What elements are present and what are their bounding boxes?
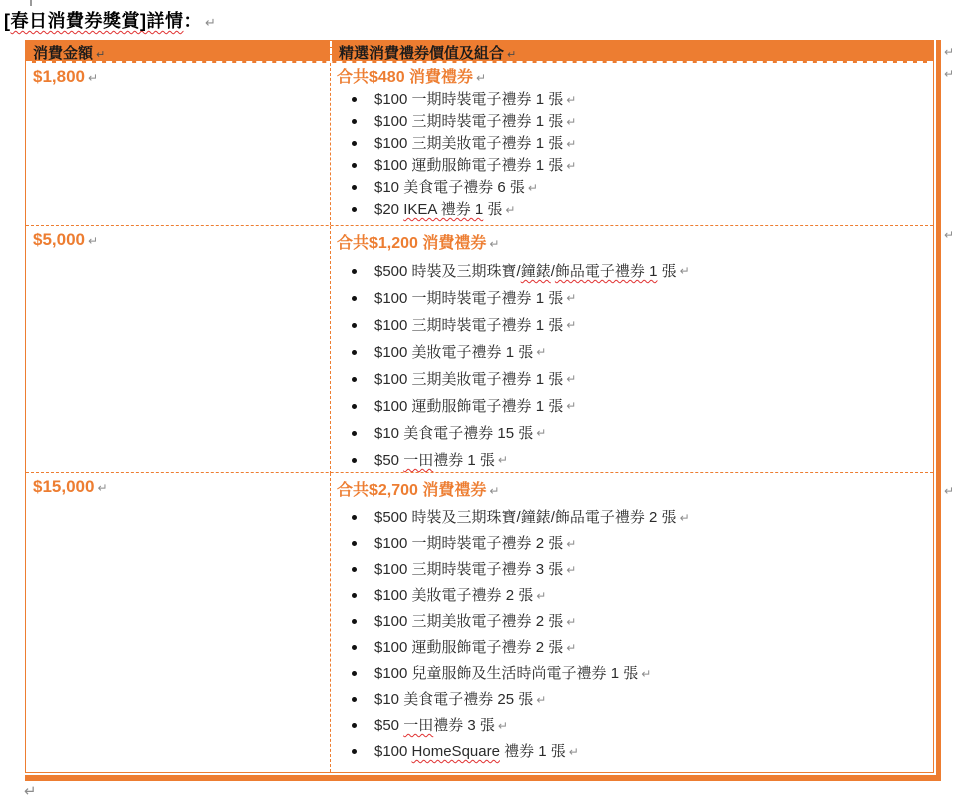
text-segment: $100 一期時裝電子禮券 1 張	[374, 290, 564, 307]
text-segment: $100	[374, 743, 412, 760]
item-text	[374, 393, 563, 420]
item-text	[374, 687, 533, 713]
bullet-icon	[337, 285, 374, 301]
text-segment: $500 時裝及三期珠寶/	[374, 263, 521, 280]
item-text	[374, 133, 563, 155]
bullet-icon	[337, 312, 374, 328]
return-mark-icon: ↵	[944, 484, 955, 498]
return-mark-icon: ↵	[536, 345, 547, 359]
return-mark-icon: ↵	[944, 45, 955, 59]
return-mark-icon: ↵	[566, 137, 577, 151]
combo-cell	[330, 226, 933, 474]
bullet-dot	[352, 163, 357, 168]
bullet-icon	[337, 739, 374, 754]
table-inner	[25, 40, 934, 773]
bullet-dot	[352, 404, 357, 409]
return-mark-icon: ↵	[97, 481, 108, 495]
item-text	[374, 447, 495, 474]
text-segment: $100 運動服飾電子禮券 1 張	[374, 398, 564, 415]
list-item	[337, 285, 933, 312]
misspelled-text: 飾品電子禮券 1	[554, 263, 658, 280]
list-item	[337, 661, 933, 687]
bullet-icon	[337, 447, 374, 463]
return-mark-icon: ↵	[566, 615, 577, 629]
bullet-dot	[352, 207, 357, 212]
list-item	[337, 420, 933, 447]
return-mark-icon: ↵	[96, 48, 106, 61]
bullet-dot	[352, 119, 357, 124]
list-item	[337, 89, 933, 111]
amount-text	[33, 230, 330, 250]
bullet-dot	[352, 515, 357, 520]
column-header-label: 精選消費禮券價值及組合	[339, 45, 505, 61]
bullet-icon	[337, 583, 374, 598]
return-mark-icon: ↵	[944, 228, 955, 242]
text-segment: $5,000	[33, 230, 85, 249]
item-text	[374, 635, 563, 661]
subtotal-text	[337, 67, 933, 89]
amount-cell	[26, 473, 330, 772]
text-segment: $100 美妝電子禮券 2 張	[374, 587, 534, 604]
list-item	[337, 133, 933, 155]
list-item	[337, 177, 933, 199]
text-segment: $100 運動服飾電子禮券 1 張	[374, 157, 564, 174]
text-segment: $100 美妝電子禮券 1 張	[374, 344, 534, 361]
partial-return-mark-icon	[30, 0, 32, 6]
item-text	[374, 713, 495, 739]
list-item	[337, 531, 933, 557]
misspelled-text: 一田	[403, 717, 434, 734]
column-header-label: 消費金額	[33, 45, 94, 61]
return-mark-icon: ↵	[566, 291, 577, 305]
bullet-icon	[337, 339, 374, 355]
combo-cell	[330, 63, 933, 225]
text-segment: 合共$480 消費禮券	[337, 69, 474, 86]
bullet-dot	[352, 723, 357, 728]
item-text	[374, 258, 677, 285]
return-mark-icon: ↵	[497, 719, 508, 733]
item-text	[374, 531, 563, 557]
bullet-dot	[352, 350, 357, 355]
list-item	[337, 739, 933, 765]
return-mark-icon: ↵	[566, 399, 577, 413]
table-row	[26, 473, 933, 772]
text-segment: $20	[374, 201, 404, 218]
return-mark-icon: ↵	[88, 71, 99, 85]
list-item	[337, 155, 933, 177]
bullet-icon	[337, 89, 374, 102]
text-segment: ：	[183, 11, 202, 31]
bullet-dot	[352, 593, 357, 598]
bullet-icon	[337, 609, 374, 624]
list-item	[337, 366, 933, 393]
return-mark-icon: ↵	[88, 234, 99, 248]
list-item	[337, 258, 933, 285]
misspelled-text: 春日消費券獎賞]詳情	[10, 11, 184, 31]
column-header-vouchers	[330, 41, 933, 61]
misspelled-text: 一田	[403, 452, 434, 469]
bullet-icon	[337, 177, 374, 190]
item-text	[374, 89, 563, 111]
item-text	[374, 661, 638, 687]
list-item	[337, 447, 933, 474]
text-segment: 張	[657, 263, 677, 280]
text-segment: 合共$2,700 消費禮券	[337, 482, 487, 499]
item-text	[374, 583, 533, 609]
bullet-list	[337, 89, 933, 221]
text-segment: /	[550, 263, 555, 280]
amount-text	[33, 67, 330, 87]
bullet-icon	[337, 420, 374, 436]
return-mark-icon: ↵	[568, 745, 579, 759]
item-text	[374, 505, 677, 531]
table-row	[26, 63, 933, 226]
list-item	[337, 609, 933, 635]
list-item	[337, 339, 933, 366]
return-mark-icon: ↵	[566, 641, 577, 655]
return-mark-icon: ↵	[505, 203, 516, 217]
text-segment: $10 美食電子禮券 15 張	[374, 425, 534, 442]
list-item	[337, 111, 933, 133]
rewards-table	[25, 40, 941, 781]
text-segment: 張	[483, 201, 503, 218]
bullet-dot	[352, 749, 357, 754]
item-text	[374, 739, 566, 765]
return-mark-icon: ↵	[497, 453, 508, 467]
return-mark-icon: ↵	[536, 589, 547, 603]
bullet-icon	[337, 713, 374, 728]
list-item	[337, 557, 933, 583]
text-segment: 合共$1,200 消費禮券	[337, 235, 487, 252]
list-item	[337, 199, 933, 221]
item-text	[374, 177, 525, 199]
list-item	[337, 312, 933, 339]
item-text	[374, 312, 563, 339]
misspelled-text: 鐘錶	[520, 263, 551, 280]
text-segment: $15,000	[33, 477, 95, 496]
item-text	[374, 339, 533, 366]
return-mark-icon: ↵	[489, 237, 500, 251]
text-segment: $100 運動服飾電子禮券 2 張	[374, 639, 564, 656]
bullet-dot	[352, 141, 357, 146]
list-item	[337, 583, 933, 609]
item-text	[374, 199, 502, 221]
bullet-icon	[337, 155, 374, 168]
return-mark-icon: ↵	[24, 782, 37, 800]
text-segment: $50	[374, 717, 404, 734]
return-mark-icon: ↵	[566, 537, 577, 551]
text-segment: [	[4, 11, 11, 31]
text-segment: $100 三期時裝電子禮券 1 張	[374, 317, 564, 334]
text-segment: $10 美食電子禮券 25 張	[374, 691, 534, 708]
text-segment: $100 一期時裝電子禮券 1 張	[374, 91, 564, 108]
bullet-icon	[337, 111, 374, 124]
return-mark-icon: ↵	[566, 115, 577, 129]
bullet-icon	[337, 366, 374, 382]
list-item	[337, 687, 933, 713]
return-mark-icon: ↵	[566, 372, 577, 386]
subtotal-text	[337, 230, 933, 258]
return-mark-icon: ↵	[566, 93, 577, 107]
bullet-dot	[352, 671, 357, 676]
return-mark-icon: ↵	[641, 667, 652, 681]
bullet-list	[337, 505, 933, 765]
text-segment: $500 時裝及三期珠寶/鐘錶/飾品電子禮券 2 張	[374, 509, 677, 526]
bullet-dot	[352, 697, 357, 702]
bullet-dot	[352, 269, 357, 274]
amount-cell	[26, 63, 330, 225]
text-segment: $100 三期美妝電子禮券 1 張	[374, 135, 564, 152]
text-segment: $100 一期時裝電子禮券 2 張	[374, 535, 564, 552]
bullet-icon	[337, 661, 374, 676]
table-row	[26, 226, 933, 473]
table-header-row	[26, 41, 933, 63]
text-segment: $100 兒童服飾及生活時尚電子禮券 1 張	[374, 665, 639, 682]
item-text	[374, 285, 563, 312]
bullet-icon	[337, 133, 374, 146]
table-rows	[26, 63, 933, 772]
item-text	[374, 609, 563, 635]
amount-text	[33, 477, 330, 497]
bullet-dot	[352, 323, 357, 328]
bullet-icon	[337, 393, 374, 409]
bullet-icon	[337, 557, 374, 572]
bullet-dot	[352, 541, 357, 546]
text-segment: $100 三期時裝電子禮券 1 張	[374, 113, 564, 130]
bullet-dot	[352, 431, 357, 436]
bullet-icon	[337, 687, 374, 702]
text-segment: $50	[374, 452, 404, 469]
bullet-icon	[337, 531, 374, 546]
bullet-list	[337, 258, 933, 474]
text-segment: $10 美食電子禮券 6 張	[374, 179, 525, 196]
bullet-dot	[352, 377, 357, 382]
list-item	[337, 713, 933, 739]
subtotal-text	[337, 477, 933, 505]
bullet-dot	[352, 97, 357, 102]
return-mark-icon: ↵	[527, 181, 538, 195]
item-text	[374, 155, 563, 177]
bullet-dot	[352, 645, 357, 650]
return-mark-icon: ↵	[476, 71, 487, 85]
text-segment: 禮券 3 張	[433, 717, 495, 734]
text-segment: 禮券 1 張	[499, 743, 566, 760]
bullet-dot	[352, 185, 357, 190]
column-header-amount	[26, 41, 330, 61]
bullet-icon	[337, 635, 374, 650]
text-segment: $1,800	[33, 67, 85, 86]
item-text	[374, 420, 533, 447]
return-mark-icon: ↵	[566, 563, 577, 577]
page-title	[4, 7, 216, 33]
bullet-icon	[337, 258, 374, 274]
item-text	[374, 557, 563, 583]
bullet-icon	[337, 505, 374, 520]
bullet-dot	[352, 296, 357, 301]
bullet-dot	[352, 458, 357, 463]
return-mark-icon: ↵	[566, 159, 577, 173]
list-item	[337, 505, 933, 531]
return-mark-icon: ↵	[566, 318, 577, 332]
bullet-dot	[352, 619, 357, 624]
list-item	[337, 635, 933, 661]
text-segment: $100 三期時裝電子禮券 3 張	[374, 561, 564, 578]
text-segment: $100 三期美妝電子禮券 2 張	[374, 613, 564, 630]
return-mark-icon: ↵	[536, 693, 547, 707]
bullet-icon	[337, 199, 374, 212]
return-mark-icon: ↵	[679, 511, 690, 525]
misspelled-text: IKEA 禮券 1	[403, 201, 484, 218]
return-mark-icon: ↵	[944, 67, 955, 81]
item-text	[374, 366, 563, 393]
return-mark-icon: ↵	[679, 264, 690, 278]
return-mark-icon: ↵	[205, 16, 217, 31]
text-segment: 禮券 1 張	[433, 452, 495, 469]
return-mark-icon: ↵	[507, 48, 517, 61]
return-mark-icon: ↵	[536, 426, 547, 440]
bullet-dot	[352, 567, 357, 572]
list-item	[337, 393, 933, 420]
text-segment: $100 三期美妝電子禮券 1 張	[374, 371, 564, 388]
combo-cell	[330, 473, 933, 772]
return-mark-icon: ↵	[489, 484, 500, 498]
amount-cell	[26, 226, 330, 474]
item-text	[374, 111, 563, 133]
misspelled-text: HomeSquare	[411, 743, 500, 760]
